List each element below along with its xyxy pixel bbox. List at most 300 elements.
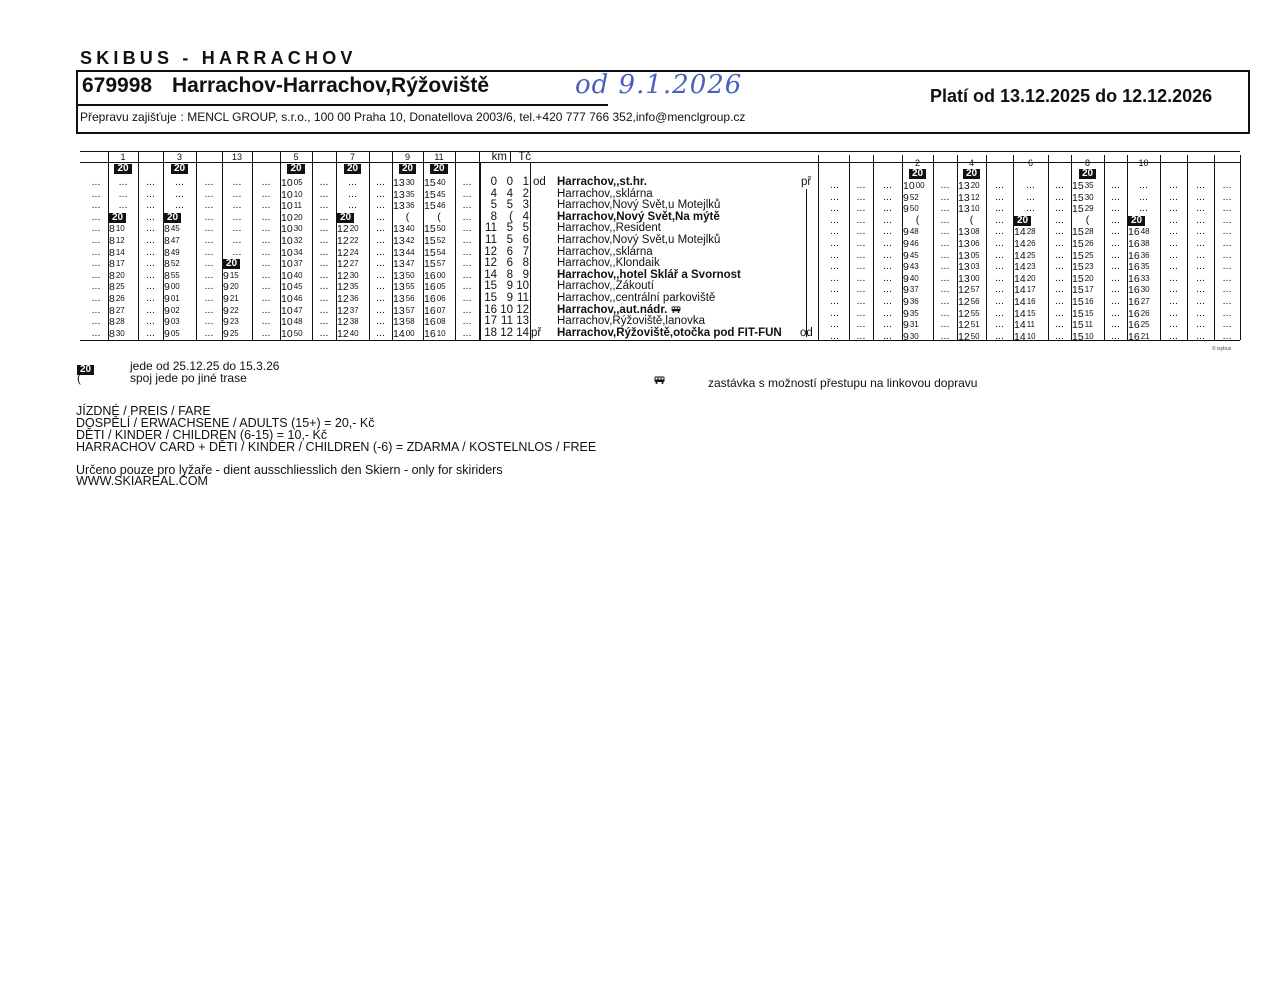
no-service: ... — [1111, 271, 1120, 284]
no-service: ... — [319, 199, 329, 212]
departure-time: 1358 — [393, 316, 415, 329]
tc-value: 5 — [522, 222, 529, 235]
km-value-return: 6 — [506, 245, 513, 258]
departure-time: 1425 — [1014, 249, 1036, 262]
no-service: ... — [146, 268, 155, 281]
no-service: ... — [91, 187, 101, 200]
no-service: ... — [1222, 225, 1232, 238]
departure-time: 1045 — [281, 281, 303, 294]
no-service: ... — [1222, 283, 1232, 296]
departure-time: 1030 — [281, 223, 303, 236]
departure-time: 1610 — [424, 327, 446, 340]
departure-time: 1251 — [958, 319, 980, 332]
departure-time: 952 — [903, 191, 919, 204]
departure-time: 1230 — [337, 269, 359, 282]
km-value: 16 — [484, 303, 497, 316]
no-service: ... — [1055, 179, 1064, 191]
no-service: ... — [1196, 190, 1205, 203]
departure-time: 1526 — [1072, 238, 1094, 250]
no-service: ... — [856, 213, 866, 226]
no-service: ... — [1196, 202, 1205, 215]
no-service: ... — [1222, 295, 1232, 307]
no-service: ... — [146, 234, 155, 246]
no-service: ... — [1026, 190, 1035, 203]
no-service: ... — [1222, 213, 1232, 226]
legend-detour-text: spoj jede po jiné trase — [130, 371, 247, 385]
no-service: ... — [856, 329, 866, 342]
km-divider — [510, 151, 511, 163]
departure-time — [109, 212, 137, 224]
no-service: ... — [940, 179, 950, 191]
no-service: ... — [1222, 306, 1232, 319]
departure-time — [164, 212, 195, 224]
badge-20: 20 — [344, 164, 361, 174]
no-service: ... — [1169, 225, 1178, 238]
no-service: ... — [830, 190, 839, 203]
no-service: ... — [462, 315, 472, 328]
no-service: ... — [146, 176, 155, 188]
carrier-text: : MENCL GROUP, s.r.o., 100 00 Praha 10, Donatellova 2003/6, tel.+420 777 766 352,info@menclgroup.cz — [180, 110, 746, 124]
no-service: ... — [175, 176, 184, 188]
no-service: ... — [1055, 190, 1064, 203]
departure-time: 1417 — [1014, 284, 1036, 297]
stop-name: Harrachov,,Resident — [557, 222, 661, 235]
timetable-header-rule — [80, 162, 1240, 163]
km-value-return: 10 — [500, 303, 513, 316]
no-service: ... — [883, 260, 892, 273]
stop-name: Harrachov,,sklárna — [557, 245, 653, 258]
route-name: Harrachov-Harrachov,Rýžoviště — [172, 74, 490, 97]
departure-time: 1048 — [281, 316, 303, 329]
km-col-line — [530, 162, 531, 340]
no-service: ... — [1169, 329, 1178, 342]
departure-time: 825 — [109, 281, 125, 294]
departure-time: 1312 — [958, 191, 980, 204]
departure-time: 1511 — [1072, 319, 1093, 332]
tc-value: 2 — [522, 187, 529, 200]
departure-time: 1236 — [337, 293, 359, 305]
departure-time: 1638 — [1128, 238, 1150, 250]
no-service: ... — [1196, 318, 1205, 331]
no-service: ... — [1111, 225, 1120, 238]
no-service: ... — [995, 248, 1004, 261]
stop-name: Harrachov,Rýžoviště,lanovka — [557, 315, 706, 328]
no-service: ... — [1169, 260, 1178, 273]
departure-time: 1034 — [281, 246, 303, 259]
no-service: ... — [940, 329, 950, 342]
no-service: ... — [376, 257, 385, 270]
no-service: ... — [1055, 213, 1064, 226]
no-service: ... — [1111, 306, 1120, 319]
no-service: ... — [1169, 306, 1178, 319]
no-service: ... — [1139, 202, 1148, 215]
no-service: ... — [940, 237, 950, 249]
departure-time: 1606 — [424, 293, 446, 305]
no-service: ... — [91, 176, 101, 188]
trip-badge — [902, 168, 933, 180]
departure-time: 852 — [164, 258, 180, 271]
trip-number: 9 — [404, 152, 410, 162]
no-service: ... — [319, 326, 329, 339]
no-service: ... — [91, 210, 101, 223]
no-service: ... — [261, 245, 271, 258]
detour-mark: ( — [915, 213, 920, 226]
no-service: ... — [376, 326, 385, 339]
no-service: ... — [1169, 202, 1178, 215]
no-service: ... — [146, 315, 155, 328]
no-service: ... — [1026, 202, 1035, 215]
no-service: ... — [261, 234, 271, 246]
no-service: ... — [830, 329, 839, 342]
trip-number: 8 — [1084, 158, 1090, 168]
departure-time: 1627 — [1128, 296, 1150, 308]
departure-time: 1621 — [1128, 330, 1150, 343]
km-value: 18 — [484, 326, 497, 339]
no-service: ... — [1111, 295, 1120, 307]
badge-20: 20 — [909, 169, 926, 179]
km-header: km — [491, 151, 507, 163]
no-service: ... — [856, 260, 866, 273]
km-value-return: 4 — [506, 187, 513, 200]
no-service: ... — [1222, 179, 1232, 191]
no-service: ... — [261, 315, 271, 328]
departure-time: 901 — [164, 293, 180, 305]
no-service: ... — [232, 245, 242, 258]
no-service: ... — [376, 210, 385, 223]
departure-time: 1510 — [1072, 330, 1094, 343]
departure-time: 1340 — [393, 223, 415, 236]
no-service: ... — [940, 283, 950, 296]
no-service: ... — [1111, 248, 1120, 261]
no-service: ... — [830, 179, 839, 191]
no-service: ... — [856, 190, 866, 203]
no-service: ... — [232, 187, 242, 200]
km-value-return: 0 — [506, 176, 513, 188]
departure-time: 1310 — [958, 203, 980, 216]
departure-time: 1546 — [424, 200, 446, 213]
km-value: 11 — [485, 234, 497, 246]
no-service: ... — [118, 176, 128, 188]
no-service: ... — [883, 190, 892, 203]
no-service: ... — [462, 268, 472, 281]
no-service: ... — [348, 187, 357, 200]
arrival-mark: př — [531, 326, 542, 339]
no-service: ... — [261, 303, 271, 316]
departure-time — [223, 258, 251, 270]
no-service: ... — [261, 326, 271, 339]
no-service: ... — [319, 222, 329, 235]
no-service: ... — [1139, 179, 1148, 191]
no-service: ... — [1055, 329, 1064, 342]
no-service: ... — [1055, 306, 1064, 319]
no-service: ... — [995, 179, 1004, 191]
departure-time: 1220 — [337, 223, 359, 236]
no-service: ... — [1196, 237, 1205, 249]
departure-time: 1227 — [337, 258, 359, 271]
bus-icon — [671, 304, 681, 316]
no-service: ... — [1026, 179, 1035, 191]
no-service: ... — [995, 318, 1004, 331]
stop-row — [557, 328, 782, 340]
departure-time: 1011 — [281, 200, 302, 213]
km-value: 12 — [484, 257, 497, 270]
no-service: ... — [1169, 237, 1178, 249]
no-service: ... — [376, 176, 385, 188]
departure-time: 810 — [109, 223, 125, 236]
departure-time: 930 — [903, 330, 919, 343]
bus-icon — [654, 375, 665, 387]
no-service: ... — [91, 222, 101, 235]
stop-name: Harrachov,Rýžoviště,otočka pod FIT-FUN — [557, 326, 782, 339]
departure-time: 900 — [164, 281, 180, 294]
km-value-return: 5 — [506, 199, 513, 212]
departure-time: 1347 — [393, 258, 415, 271]
departure-time: 1305 — [958, 249, 980, 262]
no-service: ... — [376, 199, 385, 212]
copyright: © isybus — [1212, 346, 1232, 352]
departure-time: 1608 — [424, 316, 446, 329]
departure-time: 948 — [903, 226, 919, 239]
no-service: ... — [883, 202, 892, 215]
departure-time: 1530 — [1072, 191, 1094, 204]
departure-time: 1350 — [393, 269, 415, 282]
departure-time: 1400 — [393, 327, 415, 340]
no-service: ... — [261, 199, 271, 212]
departure-time: 946 — [903, 238, 919, 250]
no-service: ... — [995, 260, 1004, 273]
no-service: ... — [462, 199, 472, 212]
no-service: ... — [1222, 329, 1232, 342]
tc-value: 10 — [516, 280, 529, 293]
departure-time: 849 — [164, 246, 180, 259]
no-service: ... — [204, 210, 214, 223]
departure-time: 1529 — [1072, 203, 1094, 216]
no-service: ... — [1111, 190, 1120, 203]
no-service: ... — [1196, 260, 1205, 273]
legend-badge-text: jede od 25.12.25 do 15.3.26 — [130, 359, 280, 373]
no-service: ... — [856, 318, 866, 331]
fare-note: Určeno pouze pro lyžaře - dient ausschliesslich den Skiern - only for skiriders — [76, 463, 503, 477]
no-service: ... — [940, 318, 950, 331]
no-service: ... — [1111, 202, 1120, 215]
no-service: ... — [1055, 237, 1064, 249]
km-value: 0 — [490, 176, 497, 188]
fare-heading: JÍZDNÉ / PREIS / FARE — [76, 404, 211, 418]
tc-value: 7 — [522, 245, 529, 258]
no-service: ... — [830, 295, 839, 307]
departure-time: 1250 — [958, 330, 980, 343]
no-service: ... — [146, 210, 155, 223]
departure-time: 1308 — [958, 226, 980, 239]
trip-number: 6 — [1027, 158, 1033, 168]
header-divider — [78, 104, 608, 106]
no-service: ... — [883, 271, 892, 284]
departure-time: 1517 — [1072, 284, 1094, 297]
no-service: ... — [146, 292, 155, 304]
departure-time: 950 — [903, 203, 919, 216]
departure-time: 1420 — [1014, 272, 1036, 285]
no-service: ... — [1169, 179, 1178, 191]
trip-number: 5 — [293, 152, 299, 162]
departure-time: 1037 — [281, 258, 303, 271]
no-service: ... — [146, 257, 155, 270]
no-service: ... — [91, 199, 101, 212]
no-service: ... — [261, 280, 271, 293]
no-service: ... — [376, 303, 385, 316]
no-service: ... — [995, 213, 1004, 226]
departure-time: 1032 — [281, 235, 303, 247]
no-service: ... — [940, 225, 950, 238]
no-service: ... — [940, 202, 950, 215]
no-service: ... — [376, 315, 385, 328]
departure-time: 1416 — [1014, 296, 1036, 308]
stop-name: Harrachov,,sklárna — [557, 187, 653, 200]
no-service: ... — [883, 248, 892, 261]
no-service: ... — [1111, 318, 1120, 331]
badge-20: 20 — [399, 164, 416, 174]
no-service: ... — [830, 260, 839, 273]
departure-time: 1415 — [1014, 307, 1036, 320]
no-service: ... — [204, 245, 214, 258]
km-value: 12 — [484, 245, 497, 258]
km-value: 4 — [490, 187, 497, 200]
tc-value: 8 — [522, 257, 529, 270]
no-service: ... — [319, 245, 329, 258]
tc-value: 3 — [522, 199, 529, 212]
no-service: ... — [1111, 283, 1120, 296]
no-service: ... — [856, 283, 866, 296]
departure-time — [1128, 215, 1159, 227]
no-service: ... — [376, 292, 385, 304]
no-service: ... — [856, 295, 866, 307]
km-value-return: 9 — [506, 280, 513, 293]
no-service: ... — [261, 292, 271, 304]
departure-time: 1630 — [1128, 284, 1150, 297]
no-service: ... — [462, 280, 472, 293]
no-service: ... — [146, 303, 155, 316]
departure-time: 1636 — [1128, 249, 1150, 262]
no-service: ... — [376, 187, 385, 200]
departure-time: 1625 — [1128, 319, 1150, 332]
carrier-info — [80, 110, 749, 124]
no-service: ... — [462, 245, 472, 258]
timetable-top-rule — [80, 151, 1240, 152]
departure-time: 1005 — [281, 177, 303, 189]
no-service: ... — [1169, 295, 1178, 307]
detour-mark: ( — [437, 210, 441, 223]
no-service: ... — [261, 210, 271, 223]
badge-20: 20 — [337, 213, 354, 223]
trip-badge — [163, 163, 196, 175]
departure-time: 827 — [109, 304, 125, 317]
no-service: ... — [830, 213, 839, 226]
fare-card: HARRACHOV CARD + DĚTI / KINDER / CHILDREN (-6) = ZDARMA / KOSTELNLOS / FREE — [76, 440, 597, 454]
departure-time: 905 — [164, 327, 180, 340]
departure-time: 1047 — [281, 304, 303, 317]
departure-time — [337, 212, 368, 224]
departure-time: 1335 — [393, 188, 415, 201]
no-service: ... — [91, 257, 101, 270]
departure-time: 1330 — [393, 177, 415, 189]
departure-time: 1545 — [424, 188, 446, 201]
no-service: ... — [995, 295, 1004, 307]
no-service: ... — [146, 199, 155, 212]
no-service: ... — [1196, 306, 1205, 319]
km-value: 17 — [484, 315, 497, 328]
trip-number: 2 — [914, 158, 920, 168]
no-service: ... — [91, 326, 101, 339]
no-service: ... — [204, 315, 214, 328]
departure-time: 830 — [109, 327, 125, 340]
no-service: ... — [995, 202, 1004, 215]
departure-time: 1235 — [337, 281, 359, 294]
no-service: ... — [261, 222, 271, 235]
stop-name: Harrachov,,aut.nádr. — [557, 303, 668, 316]
tc-value: 13 — [516, 315, 529, 328]
trip-badge — [280, 163, 312, 175]
no-service: ... — [261, 176, 271, 188]
no-service: ... — [232, 222, 242, 235]
badge-20: 20 — [171, 164, 188, 174]
legend-transfer-text: zastávka s možností přestupu na linkovou dopravu — [708, 376, 978, 390]
departure-time: 828 — [109, 316, 125, 329]
km-value: 15 — [484, 280, 497, 293]
no-service: ... — [175, 199, 184, 212]
departure-time: 1600 — [424, 269, 446, 282]
no-service: ... — [204, 176, 214, 188]
badge-20: 20 — [114, 164, 131, 174]
no-service: ... — [940, 271, 950, 284]
no-service: ... — [146, 187, 155, 200]
no-service: ... — [146, 326, 155, 339]
no-service: ... — [1055, 202, 1064, 215]
departure-time: 1557 — [424, 258, 446, 271]
no-service: ... — [1111, 237, 1120, 249]
departure-time: 1607 — [424, 304, 446, 317]
no-service: ... — [204, 187, 214, 200]
stop-name: Harrachov,,st.hr. — [557, 176, 647, 188]
departure-time: 902 — [164, 304, 180, 317]
departure-time: 847 — [164, 235, 180, 247]
legend-detour-symbol: ( — [77, 371, 81, 385]
no-service: ... — [146, 222, 155, 235]
no-service: ... — [376, 268, 385, 281]
departure-time: 921 — [223, 293, 239, 305]
trip-badge — [1071, 168, 1104, 180]
departure-time: 936 — [903, 296, 919, 308]
validity-period: Platí od 13.12.2025 do 12.12.2026 — [930, 86, 1213, 106]
no-service: ... — [204, 199, 214, 212]
no-service: ... — [883, 213, 892, 226]
no-service: ... — [1196, 225, 1205, 238]
departure-time: 1626 — [1128, 307, 1150, 320]
stop-name: Harrachov,Nový Svět,u Motejlků — [557, 199, 721, 212]
departure-time — [1014, 215, 1047, 227]
departure-time: 1605 — [424, 281, 446, 294]
no-service: ... — [1222, 271, 1232, 284]
departure-time: 817 — [109, 258, 125, 271]
detour-mark: ( — [405, 210, 410, 223]
trip-number: 10 — [1138, 158, 1149, 168]
departure-time: 940 — [903, 272, 919, 285]
no-service: ... — [462, 257, 472, 270]
fare-adults: DOSPĚLÍ / ERWACHSENE / ADULTS (15+) = 20,- Kč — [76, 416, 375, 430]
km-value: 5 — [490, 199, 497, 212]
no-service: ... — [204, 303, 214, 316]
no-service: ... — [1196, 271, 1205, 284]
trip-badge — [336, 163, 369, 175]
no-service: ... — [204, 268, 214, 281]
